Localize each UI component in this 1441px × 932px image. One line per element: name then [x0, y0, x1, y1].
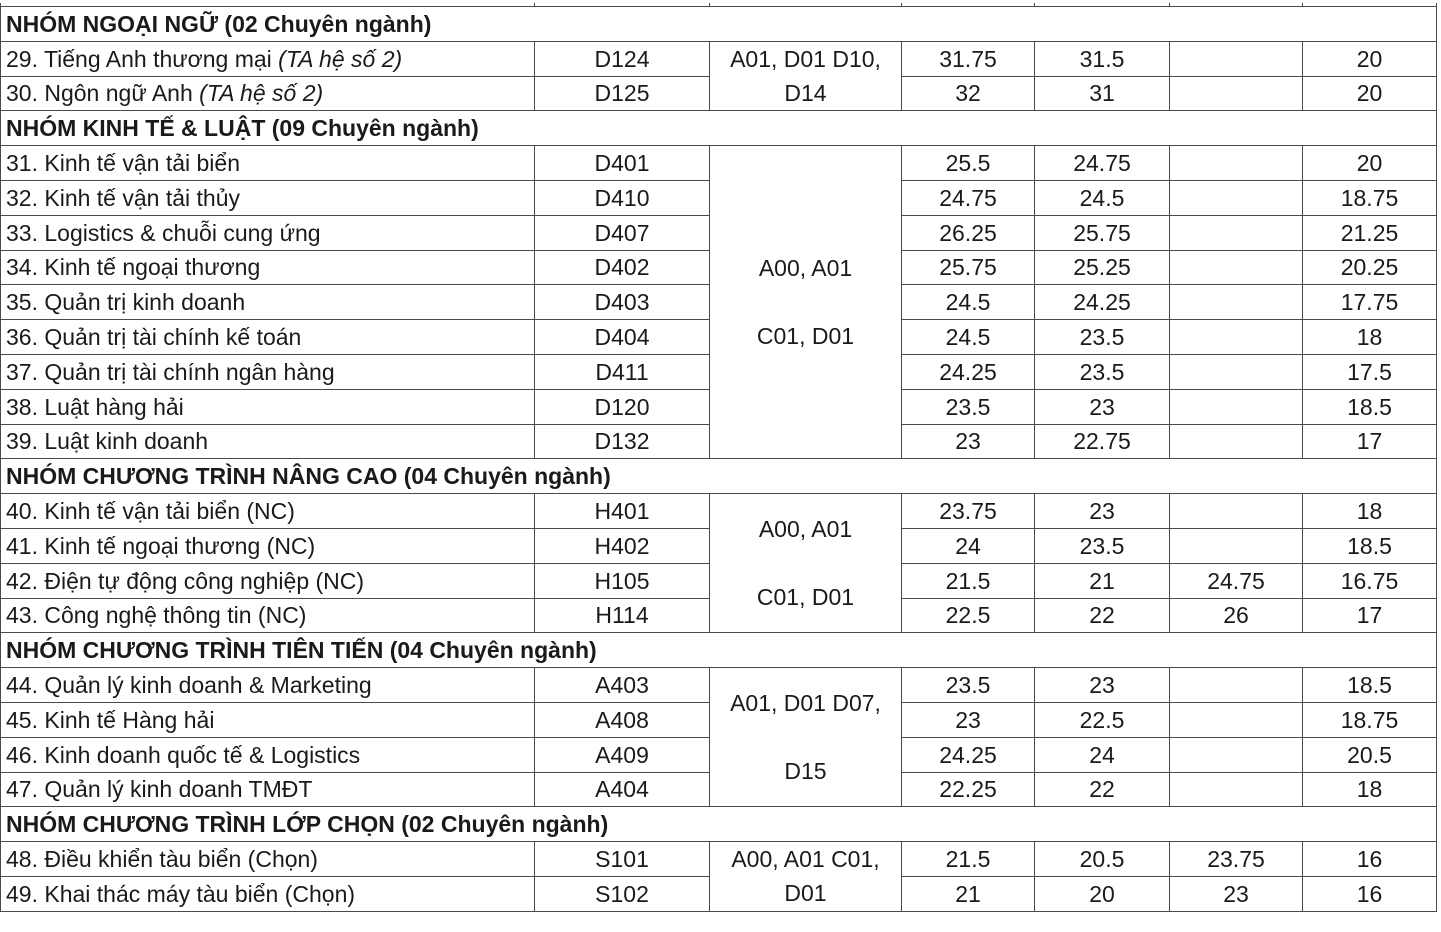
- group-title: NHÓM CHƯƠNG TRÌNH LỚP CHỌN (02 Chuyên ngành): [1, 807, 1437, 842]
- group-header-row: [1, 807, 1437, 842]
- table-row: [1, 842, 1437, 877]
- score-col-1: 22.25: [902, 772, 1035, 807]
- score-col-3: [1170, 389, 1303, 424]
- score-col-2: 31: [1035, 76, 1170, 111]
- major-name: 37. Quản trị tài chính ngân hàng: [6, 358, 335, 385]
- major-name-cell: [1, 320, 535, 355]
- subject-combination: [710, 41, 902, 111]
- major-name: 45. Kinh tế Hàng hải: [6, 706, 215, 733]
- score-col-2: 22.5: [1035, 702, 1170, 737]
- score-col-1: 23.5: [902, 668, 1035, 703]
- major-code: H401: [535, 494, 710, 529]
- score-col-1: 23: [902, 702, 1035, 737]
- major-code: D124: [535, 41, 710, 76]
- score-col-4: 18: [1303, 494, 1437, 529]
- score-col-1: 24.75: [902, 180, 1035, 215]
- score-col-1: 24: [902, 528, 1035, 563]
- subject-combination-line: C01, D01: [756, 323, 855, 350]
- major-name-cell: [1, 285, 535, 320]
- score-col-1: 24.25: [902, 737, 1035, 772]
- major-name-cell: [1, 876, 535, 911]
- table-row: [1, 494, 1437, 529]
- score-col-3: [1170, 180, 1303, 215]
- score-col-3: 26: [1170, 598, 1303, 633]
- score-col-2: 23.5: [1035, 354, 1170, 389]
- score-col-4: 20.5: [1303, 737, 1437, 772]
- subject-combination: [710, 494, 902, 633]
- score-col-3: [1170, 354, 1303, 389]
- score-col-1: 23: [902, 424, 1035, 459]
- major-name: 32. Kinh tế vận tải thủy: [6, 184, 240, 211]
- score-col-3: [1170, 772, 1303, 807]
- major-code: D403: [535, 285, 710, 320]
- subject-combination: [710, 842, 902, 912]
- major-code: H114: [535, 598, 710, 633]
- score-col-3: [1170, 737, 1303, 772]
- major-name: 49. Khai thác máy tàu biển (Chọn): [6, 880, 356, 907]
- score-col-4: 17: [1303, 424, 1437, 459]
- major-note: (TA hệ số 2): [278, 45, 403, 72]
- major-name: 46. Kinh doanh quốc tế & Logistics: [6, 741, 361, 768]
- subject-combination-line: A01, D01 D07,: [730, 690, 881, 717]
- score-col-1: 32: [902, 76, 1035, 111]
- score-col-2: 25.25: [1035, 250, 1170, 285]
- major-name: 31. Kinh tế vận tải biển: [6, 150, 240, 177]
- major-name: 33. Logistics & chuỗi cung ứng: [6, 219, 321, 246]
- major-name: 44. Quản lý kinh doanh & Marketing: [6, 672, 372, 699]
- subject-combination: [710, 668, 902, 807]
- score-col-1: 25.5: [902, 146, 1035, 181]
- major-name: 41. Kinh tế ngoại thương (NC): [6, 532, 316, 559]
- score-col-4: 17: [1303, 598, 1437, 633]
- major-name: 30. Ngôn ngữ Anh: [6, 80, 193, 107]
- score-col-2: 20: [1035, 876, 1170, 911]
- score-col-1: 21.5: [902, 563, 1035, 598]
- score-col-4: 18.75: [1303, 702, 1437, 737]
- major-name: 40. Kinh tế vận tải biển (NC): [6, 498, 295, 525]
- major-name-cell: [1, 737, 535, 772]
- major-name: 38. Luật hàng hải: [6, 393, 184, 420]
- score-col-2: 23: [1035, 389, 1170, 424]
- score-col-4: 20: [1303, 41, 1437, 76]
- score-col-1: 21.5: [902, 842, 1035, 877]
- score-col-4: 20: [1303, 146, 1437, 181]
- subject-combination-line: A00, A01: [758, 516, 853, 543]
- score-col-4: 18.75: [1303, 180, 1437, 215]
- score-col-2: 24: [1035, 737, 1170, 772]
- major-name: 36. Quản trị tài chính kế toán: [6, 324, 302, 351]
- major-code: S101: [535, 842, 710, 877]
- score-col-1: 23.75: [902, 494, 1035, 529]
- major-name: 47. Quản lý kinh doanh TMĐT: [6, 776, 313, 803]
- score-col-3: [1170, 250, 1303, 285]
- score-col-3: [1170, 528, 1303, 563]
- major-code: D132: [535, 424, 710, 459]
- score-col-3: [1170, 76, 1303, 111]
- score-col-1: 24.25: [902, 354, 1035, 389]
- major-name: 35. Quản trị kinh doanh: [6, 289, 246, 316]
- major-name-cell: [1, 563, 535, 598]
- major-name-cell: [1, 424, 535, 459]
- major-name-cell: [1, 250, 535, 285]
- score-col-2: 21: [1035, 563, 1170, 598]
- score-col-4: 18: [1303, 320, 1437, 355]
- score-col-4: 16: [1303, 842, 1437, 877]
- score-col-3: [1170, 41, 1303, 76]
- major-name-cell: [1, 528, 535, 563]
- subject-combination-line: C01, D01: [756, 584, 855, 611]
- subject-combination-line: D15: [784, 758, 827, 785]
- subject-combination-line: A01, D01 D10,: [730, 46, 881, 73]
- score-col-2: 23.5: [1035, 320, 1170, 355]
- major-name-cell: [1, 76, 535, 111]
- score-col-4: 16.75: [1303, 563, 1437, 598]
- score-col-4: 21.25: [1303, 215, 1437, 250]
- group-header-row: [1, 7, 1437, 42]
- score-col-3: [1170, 320, 1303, 355]
- major-name-cell: [1, 772, 535, 807]
- score-col-2: 25.75: [1035, 215, 1170, 250]
- major-name-cell: [1, 146, 535, 181]
- major-name: 29. Tiếng Anh thương mại: [6, 45, 272, 72]
- major-name: 43. Công nghệ thông tin (NC): [6, 602, 307, 629]
- score-col-2: 31.5: [1035, 41, 1170, 76]
- subject-combination-line: A00, A01: [758, 255, 853, 282]
- score-col-3: [1170, 424, 1303, 459]
- subject-combination: [710, 146, 902, 459]
- major-code: A408: [535, 702, 710, 737]
- major-name-cell: [1, 41, 535, 76]
- score-col-3: [1170, 702, 1303, 737]
- table-body: [1, 3, 1437, 911]
- score-col-2: 24.25: [1035, 285, 1170, 320]
- major-code: H402: [535, 528, 710, 563]
- score-col-4: 20.25: [1303, 250, 1437, 285]
- major-note: (TA hệ số 2): [199, 80, 324, 107]
- major-name-cell: [1, 702, 535, 737]
- major-name: 42. Điện tự động công nghiệp (NC): [6, 567, 365, 594]
- score-col-2: 23: [1035, 668, 1170, 703]
- major-name-cell: [1, 668, 535, 703]
- major-name-cell: [1, 598, 535, 633]
- score-col-2: 24.5: [1035, 180, 1170, 215]
- group-title: NHÓM KINH TẾ & LUẬT (09 Chuyên ngành): [1, 111, 1437, 146]
- major-code: D120: [535, 389, 710, 424]
- admission-score-table: [0, 3, 1437, 912]
- score-col-2: 23: [1035, 494, 1170, 529]
- group-title: NHÓM CHƯƠNG TRÌNH TIÊN TIẾN (04 Chuyên ngành): [1, 633, 1437, 668]
- major-code: D402: [535, 250, 710, 285]
- major-code: D404: [535, 320, 710, 355]
- score-col-2: 24.75: [1035, 146, 1170, 181]
- major-name-cell: [1, 354, 535, 389]
- score-col-4: 18.5: [1303, 389, 1437, 424]
- score-col-3: [1170, 668, 1303, 703]
- score-col-1: 22.5: [902, 598, 1035, 633]
- group-title: NHÓM CHƯƠNG TRÌNH NÂNG CAO (04 Chuyên ngành): [1, 459, 1437, 494]
- major-code: D125: [535, 76, 710, 111]
- score-col-2: 23.5: [1035, 528, 1170, 563]
- score-col-4: 18.5: [1303, 528, 1437, 563]
- table-row: [1, 146, 1437, 181]
- major-name-cell: [1, 494, 535, 529]
- major-name: 48. Điều khiển tàu biển (Chọn): [6, 846, 318, 873]
- group-header-row: [1, 633, 1437, 668]
- major-code: A403: [535, 668, 710, 703]
- major-code: H105: [535, 563, 710, 598]
- major-name-cell: [1, 389, 535, 424]
- score-col-4: 18.5: [1303, 668, 1437, 703]
- subject-combination-line: A00, A01 C01,: [731, 846, 880, 873]
- major-name-cell: [1, 215, 535, 250]
- major-code: D410: [535, 180, 710, 215]
- score-col-3: [1170, 215, 1303, 250]
- group-header-row: [1, 459, 1437, 494]
- score-col-2: 22: [1035, 772, 1170, 807]
- score-col-1: 26.25: [902, 215, 1035, 250]
- major-code: S102: [535, 876, 710, 911]
- major-code: A409: [535, 737, 710, 772]
- major-name: 34. Kinh tế ngoại thương: [6, 254, 261, 281]
- score-col-4: 17.75: [1303, 285, 1437, 320]
- score-col-3: 23.75: [1170, 842, 1303, 877]
- score-col-1: 24.5: [902, 285, 1035, 320]
- score-col-4: 20: [1303, 76, 1437, 111]
- score-col-3: 23: [1170, 876, 1303, 911]
- group-header-row: [1, 111, 1437, 146]
- score-col-2: 20.5: [1035, 842, 1170, 877]
- major-name-cell: [1, 180, 535, 215]
- score-col-4: 17.5: [1303, 354, 1437, 389]
- score-col-3: 24.75: [1170, 563, 1303, 598]
- subject-combination-line: D14: [784, 80, 827, 107]
- major-name-cell: [1, 842, 535, 877]
- major-code: D411: [535, 354, 710, 389]
- score-col-1: 23.5: [902, 389, 1035, 424]
- score-col-1: 31.75: [902, 41, 1035, 76]
- table-row: [1, 668, 1437, 703]
- group-title: NHÓM NGOẠI NGỮ (02 Chuyên ngành): [1, 7, 1437, 42]
- score-col-2: 22: [1035, 598, 1170, 633]
- score-col-4: 16: [1303, 876, 1437, 911]
- score-col-3: [1170, 146, 1303, 181]
- major-name: 39. Luật kinh doanh: [6, 428, 209, 455]
- major-code: D407: [535, 215, 710, 250]
- score-col-1: 25.75: [902, 250, 1035, 285]
- subject-combination-line: D01: [784, 880, 827, 907]
- major-code: A404: [535, 772, 710, 807]
- score-col-4: 18: [1303, 772, 1437, 807]
- score-col-1: 24.5: [902, 320, 1035, 355]
- score-col-2: 22.75: [1035, 424, 1170, 459]
- score-col-3: [1170, 494, 1303, 529]
- table-row: [1, 41, 1437, 76]
- score-col-3: [1170, 285, 1303, 320]
- score-col-1: 21: [902, 876, 1035, 911]
- major-code: D401: [535, 146, 710, 181]
